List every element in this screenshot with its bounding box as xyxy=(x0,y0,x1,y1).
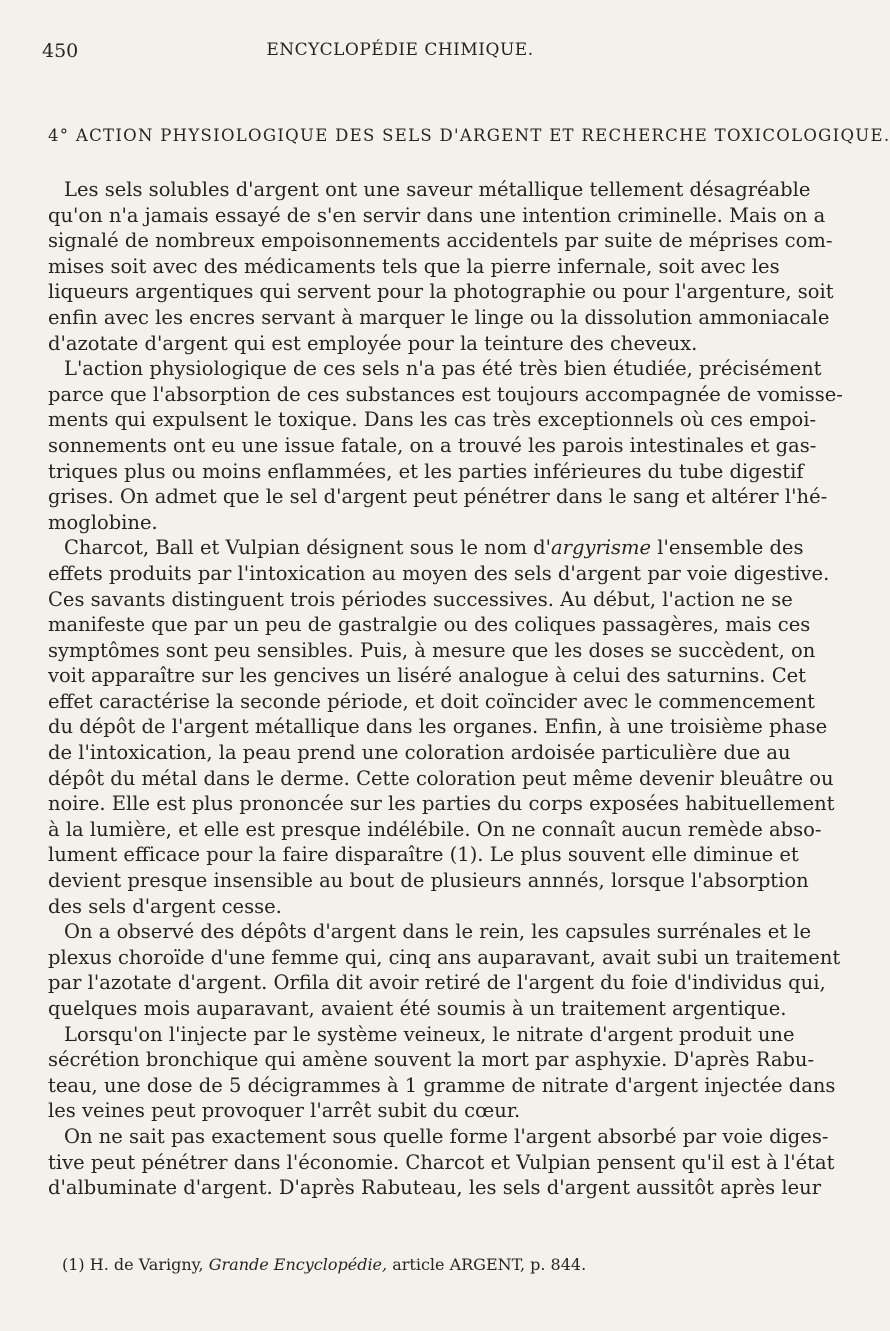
text-line: tive peut pénétrer dans l'économie. Charcot et Vulpian pensent qu'il est à l'état xyxy=(48,1150,835,1174)
text-line: par l'azotate d'argent. Orfila dit avoir retiré de l'argent du foie d'individus qui, xyxy=(48,971,826,995)
page-header xyxy=(42,40,758,70)
text-line: sécrétion bronchique qui amène souvent la mort par asphyxie. D'après Rabu- xyxy=(48,1048,815,1072)
text-line: du dépôt de l'argent métallique dans les organes. Enfin, à une troisième phase xyxy=(48,715,828,739)
text-line: Lorsqu'on l'injecte par le système veineux, le nitrate d'argent produit une xyxy=(64,1022,795,1046)
text-line: parce que l'absorption de ces substances est toujours accompagnée de vomisse- xyxy=(48,382,843,406)
paragraph xyxy=(48,1022,836,1124)
paragraph xyxy=(48,356,843,535)
text-line: quelques mois auparavant, avaient été soumis à un traitement argentique. xyxy=(48,997,787,1020)
text-line: Charcot, Ball et Vulpian désignent sous le nom d'argyrisme l'ensemble des xyxy=(64,536,804,560)
text-line: d'albuminate d'argent. D'après Rabuteau, les sels d'argent aussitôt après leur xyxy=(48,1176,822,1200)
text-line: teau, une dose de 5 décigrammes à 1 gramme de nitrate d'argent injectée dans xyxy=(48,1073,836,1097)
text-line: qu'on n'a jamais essayé de s'en servir dans une intention criminelle. Mais on a xyxy=(48,203,826,227)
running-title: ENCYCLOPÉDIE CHIMIQUE. xyxy=(266,40,534,60)
footnote xyxy=(62,1255,586,1274)
text-line: sonnements ont eu une issue fatale, on a trouvé les parois intestinales et gas- xyxy=(48,433,817,457)
footnote-rest: article ARGENT, p. 844. xyxy=(392,1255,587,1274)
text-line: effet caractérise la seconde période, et doit coïncider avec le commencement xyxy=(48,689,815,713)
section-heading: 4° ACTION PHYSIOLOGIQUE DES SELS D'ARGENT ET RECHERCHE TOXICOLOGIQUE. xyxy=(48,126,890,145)
paragraph xyxy=(48,919,841,1021)
text-line: ments qui expulsent le toxique. Dans les cas très exceptionnels où ces empoi- xyxy=(48,408,817,432)
text-line: à la lumière, et elle est presque indélébile. On ne connaît aucun remède abso- xyxy=(48,817,822,841)
text-line: liqueurs argentiques qui servent pour la photographie ou pour l'argenture, soit xyxy=(48,280,834,304)
paragraph xyxy=(48,177,834,356)
text-line: devient presque insensible au bout de plusieurs annnés, lorsque l'absorption xyxy=(48,869,809,893)
text-line: Les sels solubles d'argent ont une saveur métallique tellement désagréable xyxy=(64,178,811,201)
text-line: noire. Elle est plus prononcée sur les parties du corps exposées habituellement xyxy=(48,792,835,816)
text-line: lument efficace pour la faire disparaître (1). Le plus souvent elle diminue et xyxy=(48,843,799,867)
text-line: grises. On admet que le sel d'argent peut pénétrer dans le sang et altérer l'hé- xyxy=(48,485,828,509)
text-line: Ces savants distinguent trois périodes successives. Au début, l'action ne se xyxy=(48,587,793,611)
text-line: symptômes sont peu sensibles. Puis, à mesure que les doses se succèdent, on xyxy=(48,638,816,662)
text-line: dépôt du métal dans le derme. Cette coloration peut même devenir bleuâtre ou xyxy=(48,766,834,790)
paragraph xyxy=(48,535,835,919)
text-line: d'azotate d'argent qui est employée pour la teinture des cheveux. xyxy=(48,331,698,355)
text-line: moglobine. xyxy=(48,510,158,534)
text-line: les veines peut provoquer l'arrêt subit du cœur. xyxy=(48,1099,521,1123)
text-line: effets produits par l'intoxication au moyen des sels d'argent par voie digestive. xyxy=(48,561,830,585)
footnote-work: Grande Encyclopédie, xyxy=(208,1255,388,1274)
text-line: enfin avec les encres servant à marquer le linge ou la dissolution ammoniacale xyxy=(48,305,830,329)
text-line: voit apparaître sur les gencives un liséré analogue à celui des saturnins. Cet xyxy=(48,664,807,688)
text-line: On ne sait pas exactement sous quelle forme l'argent absorbé par voie diges- xyxy=(64,1124,829,1148)
text-line: manifeste que par un peu de gastralgie ou des coliques passagères, mais ces xyxy=(48,613,811,637)
text-line: On a observé des dépôts d'argent dans le rein, les capsules surrénales et le xyxy=(64,920,812,944)
text-line: plexus choroïde d'une femme qui, cinq ans auparavant, avait subi un traitement xyxy=(48,945,841,969)
text-line: signalé de nombreux empoisonnements accidentels par suite de méprises com- xyxy=(48,229,833,253)
body-text xyxy=(48,177,843,1201)
footnote-author: H. de Varigny, xyxy=(89,1255,204,1274)
text-line: triques plus ou moins enflammées, et les parties inférieures du tube digestif xyxy=(48,459,804,483)
text-line: de l'intoxication, la peau prend une coloration ardoisée particulière due au xyxy=(48,741,791,765)
paragraph xyxy=(48,1124,835,1201)
footnote-marker: (1) xyxy=(62,1255,85,1274)
text-line: des sels d'argent cesse. xyxy=(48,894,282,918)
term-argyrisme: argyrisme xyxy=(551,536,652,560)
page-number: 450 xyxy=(42,40,79,62)
text-line: mises soit avec des médicaments tels que la pierre infernale, soit avec les xyxy=(48,254,780,278)
text-line: L'action physiologique de ces sels n'a pas été très bien étudiée, précisément xyxy=(64,357,822,381)
